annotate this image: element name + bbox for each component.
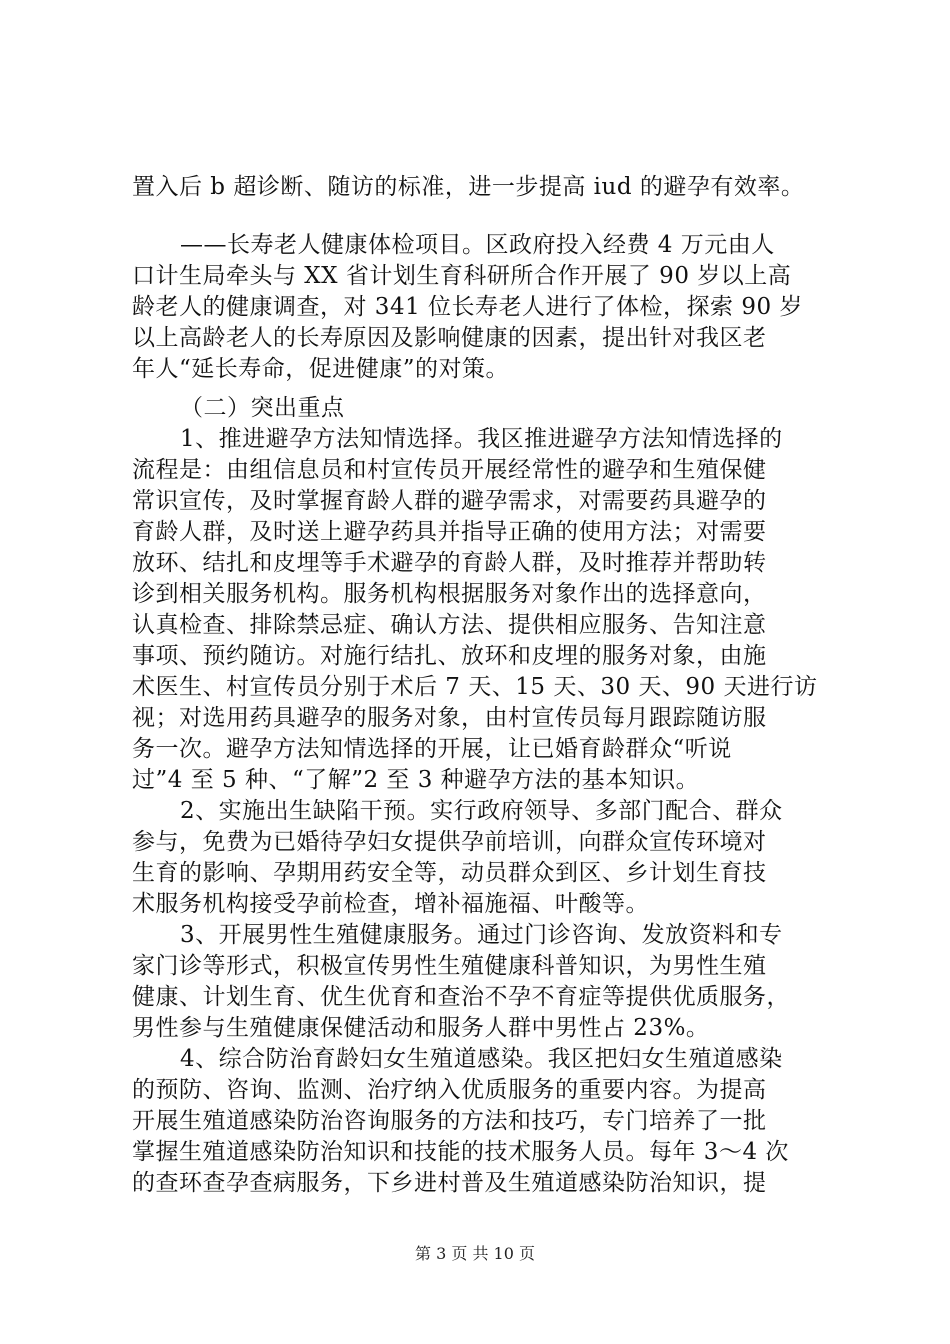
text-line: 视；对选用药具避孕的服务对象，由村宣传员每月跟踪随访服: [132, 705, 767, 731]
text-line: 放环、结扎和皮埋等手术避孕的育龄人群，及时推荐并帮助转: [132, 550, 767, 576]
text-line: 4、综合防治育龄妇女生殖道感染。我区把妇女生殖道感染: [180, 1046, 783, 1072]
text-line: 年人“延长寿命，促进健康”的对策。: [132, 356, 510, 382]
text-line: 男性参与生殖健康保健活动和服务人群中男性占 23%。: [132, 1015, 710, 1041]
text-line: 置入后 b 超诊断、随访的标准，进一步提高 iud 的避孕有效率。: [132, 174, 805, 200]
section-heading: （二）突出重点: [180, 395, 345, 421]
text-line: 掌握生殖道感染防治知识和技能的技术服务人员。每年 3～4 次: [132, 1139, 789, 1165]
text-line: 家门诊等形式，积极宣传男性生殖健康科普知识，为男性生殖: [132, 953, 767, 979]
text-line: 参与，免费为已婚待孕妇女提供孕前培训，向群众宣传环境对: [132, 829, 767, 855]
text-line: 健康、计划生育、优生优育和查治不孕不育症等提供优质服务，: [132, 984, 790, 1010]
text-line: 3、开展男性生殖健康服务。通过门诊咨询、发放资料和专: [180, 922, 783, 948]
text-line: 口计生局牵头与 XX 省计划生育科研所合作开展了 90 岁以上高: [132, 263, 792, 289]
text-line: 术服务机构接受孕前检查，增补福施福、叶酸等。: [132, 891, 649, 917]
text-line: 的预防、咨询、监测、治疗纳入优质服务的重要内容。为提高: [132, 1077, 767, 1103]
text-line: 事项、预约随访。对施行结扎、放环和皮埋的服务对象，由施: [132, 643, 767, 669]
text-line: 过”4 至 5 种、“了解”2 至 3 种避孕方法的基本知识。: [132, 767, 700, 793]
text-line: 开展生殖道感染防治咨询服务的方法和技巧，专门培养了一批: [132, 1108, 767, 1134]
text-line: 认真检查、排除禁忌症、确认方法、提供相应服务、告知注意: [132, 612, 767, 638]
text-line: 生育的影响、孕期用药安全等，动员群众到区、乡计划生育技: [132, 860, 767, 886]
page-footer: 第 3 页 共 10 页: [415, 1244, 535, 1263]
text-line: 龄老人的健康调查，对 341 位长寿老人进行了体检，探索 90 岁: [132, 294, 803, 320]
text-line: 的查环查孕查病服务，下乡进村普及生殖道感染防治知识，提: [132, 1170, 767, 1196]
text-line: 1、推进避孕方法知情选择。我区推进避孕方法知情选择的: [180, 426, 783, 452]
text-line: 育龄人群，及时送上避孕药具并指导正确的使用方法；对需要: [132, 519, 767, 545]
text-line: 常识宣传，及时掌握育龄人群的避孕需求，对需要药具避孕的: [132, 488, 767, 514]
text-line: 以上高龄老人的长寿原因及影响健康的因素，提出针对我区老: [132, 325, 767, 351]
text-line: 术医生、村宣传员分别于术后 7 天、15 天、30 天、90 天进行访: [132, 674, 818, 700]
text-line: 流程是：由组信息员和村宣传员开展经常性的避孕和生殖保健: [132, 457, 767, 483]
text-line: 诊到相关服务机构。服务机构根据服务对象作出的选择意向，: [132, 581, 767, 607]
text-line: 务一次。避孕方法知情选择的开展，让已婚育龄群众“听说: [132, 736, 732, 762]
text-line: ——长寿老人健康体检项目。区政府投入经费 4 万元由人: [180, 232, 775, 258]
text-line: 2、实施出生缺陷干预。实行政府领导、多部门配合、群众: [180, 798, 783, 824]
